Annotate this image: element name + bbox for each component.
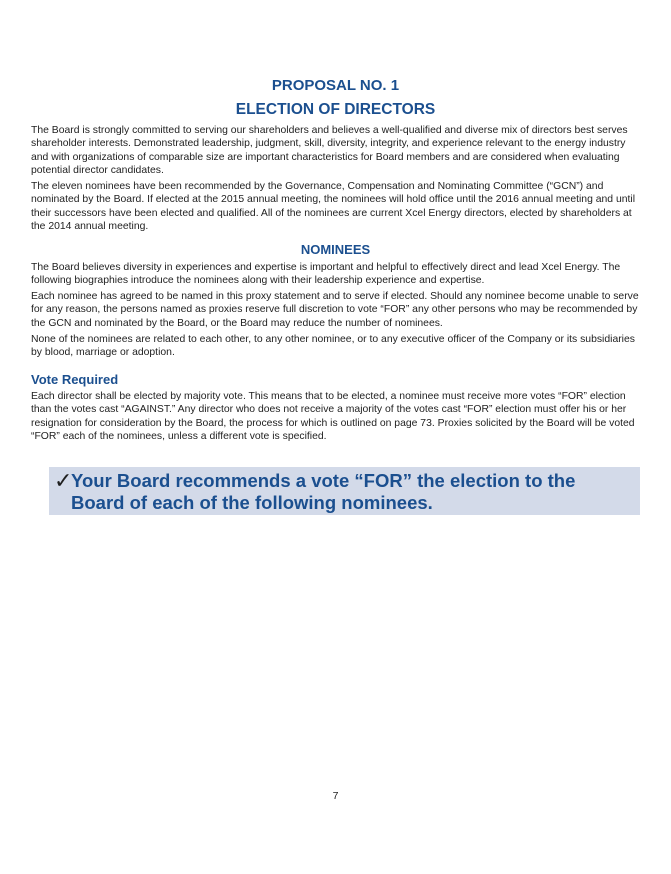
intro-paragraph-2: The eleven nominees have been recommended by the Governance, Compensation and Nominating Committee (“GCN”) and nominated by the Board. If elected at the 2015 annual meeting, the nominees will hold office until the 2016 annual meeting and until their successors have been elected and qualified. All of the nominees are current Xcel Energy directors, elected by shareholders at the 2014 annual meeting. [31,181,636,232]
nominees-heading: NOMINEES [300,242,371,257]
nominees-paragraph-3: None of the nominees are related to each other, to any other nominee, or to any executive officer of the Company or its subsidiaries by blood, marriage or adoption. [31,334,635,359]
vote-required-paragraph: Each director shall be elected by majority vote. This means that to be elected, a nominee must receive more votes “FOR” election than the votes cast “AGAINST.” Any director who does not receive a majority of the votes cast “FOR” election must offer his or her resignation for consideration by the Board, the process for which is outlined on page 73. Proxies solicited by the Board will be voted “FOR” each of the nominees, unless a different vote is specified. [31,391,635,442]
page-number: 7 [332,790,339,802]
recommendation-box [49,467,640,515]
section-title: ELECTION OF DIRECTORS [235,101,436,118]
checkmark-icon: ✓ [54,469,73,494]
vote-required-heading: Vote Required [31,372,119,387]
recommendation-text: Your Board recommends a vote “FOR” the election to the Board of each of the following nominees. [71,470,576,513]
proposal-title: PROPOSAL NO. 1 [271,77,400,94]
nominees-paragraph-2: Each nominee has agreed to be named in this proxy statement and to serve if elected. Should any nominee become unable to serve for any reason, the persons named as proxies reserve full discretion to vote “FOR” any other persons who may be recommended by the GCN and nominated by the Board, or the Board may reduce the number of nominees. [31,291,639,329]
nominees-paragraph-1: The Board believes diversity in experiences and expertise is important and helpful to effectively direct and lead Xcel Energy. The following biographies introduce the nominees along with their leadership experience and expertise. [31,262,621,287]
intro-paragraph-1: The Board is strongly committed to serving our shareholders and believes a well-qualified and diverse mix of directors best serves shareholder interests. Demonstrated leadership, judgment, skill, diversity, integrity, and experience relevant to the energy industry and with organizations of comparable size are important characteristics for Board members and are considered when evaluating potential director candidates. [31,125,628,176]
